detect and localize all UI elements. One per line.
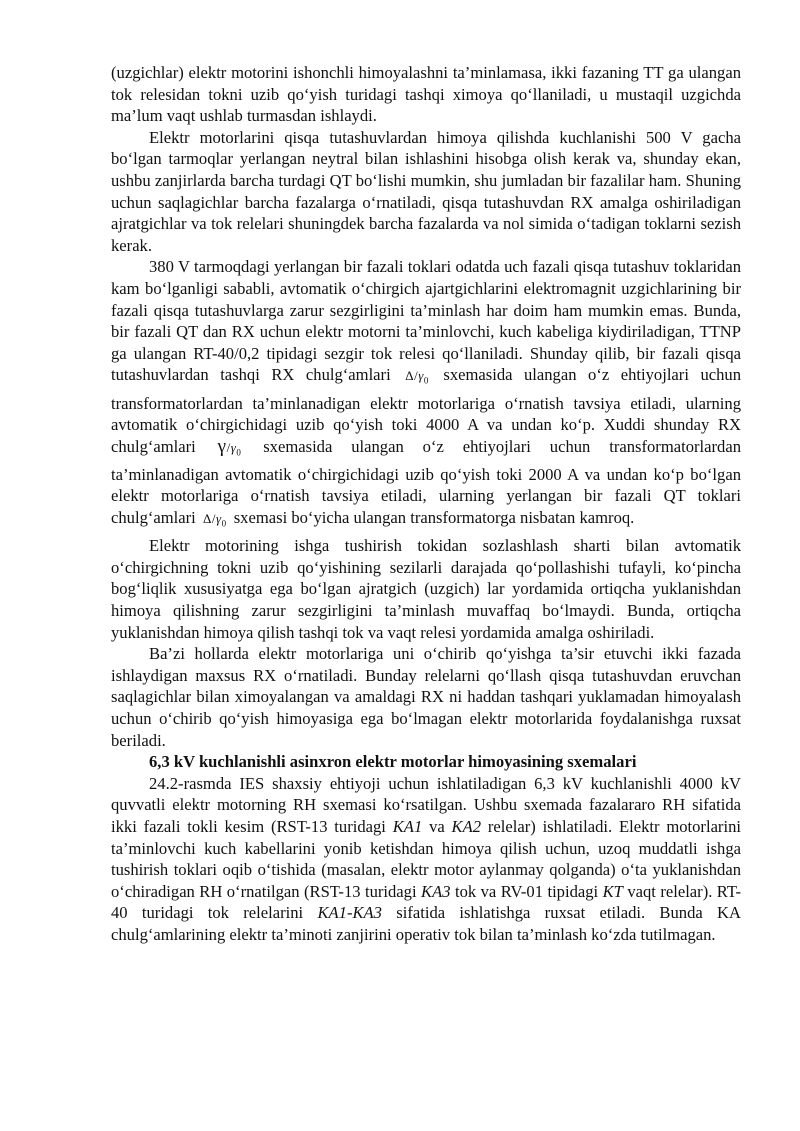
paragraph-4: Elektr motorining ishga tushirish tokidan sozlashlash sharti bilan avtomatik o‘chirgichning tokni uzib qo‘yishining sezilarli darajada qo‘pollashishi tufayli, ko‘pincha bog‘liqlik xususiyatga ega bo‘lgan ajratgich (uzgich) lar yordamida ortiqcha yuklanishdan himoya qilishning zarur sezgirligini ta’minlash muvaffaq bo‘lmaydi. Bunda, ortiqcha yuklanishdan himoya qilish tashqi tok va vaqt relesi yordamida amalga oshiriladi. <box>111 536 741 642</box>
delta-y0-symbol: $\Delta/\gamma_0$ <box>405 368 429 386</box>
paragraph-6: 24.2-rasmda IES shaxsiy ehtiyoji uchun ishlatiladigan 6,3 kV kuchlanishli 4000 kV quvvatli elektr motorning RH sxemasi ko‘rsatilgan. Ushbu sxemada fazalararo RH sifatida ikki fazali tokli kesim (RST-13 turidagi KA1 va KA2 relelar) ishlatiladi. Elektr motorlarini ta’minlovchi kuch kabellarini yonib ketishdan himoya qilish uchun, uzoq muddatli ishga tushirish toklari oqib o‘tishida (masalan, elektr motor aylanmay qolganda) o‘ta yuklanishdan o‘chiradigan RH o‘rnatilgan (RST-13 turidagi KA3 tok va RV-01 tipidagi KT vaqt relelar). RT-40 turidagi tok relelarini KA1-KA3 sifatida ishlatishga ruxsat etiladi. Bunda KA chulg‘amlarining elektr ta’minoti zanjirini operativ tok bilan ta’minlash ko‘zda tutilmagan. <box>111 773 742 944</box>
relay-ka2: KA2 <box>451 816 482 836</box>
delta-y0-symbol-2: $\Delta/\gamma_0$ <box>202 511 227 529</box>
paragraph-3-part-a: 380 V tarmoqdagi yerlangan bir fazali toklari odatda uch fazali qisqa tutashuv toklaridan kam bo‘lganligi sababli, avtomatik o‘chirgich ajartgichlarini elektromagnit uzgichlarining bir fazali qisqa tutashuvlarga zarur sezgirligini ta’minlash har doim ham mumkin emas. Bunda, bir fazali QT dan RX uchun elektr motorni ta’minlovchi, kuch kabeliga kiydiriladigan, TTNP ga ulangan RT-40/0,2 tipidagi sezgir tok relesi qo‘llaniladi. Shunday qilib, bir fazali qisqa tutashuvlardan tashqi RX chulg‘amlari <box>111 257 741 385</box>
paragraph-2: Elektr motorlarini qisqa tutashuvlardan himoya qilishda kuchlanishi 500 V gacha bo‘lgan tarmoqlar yerlangan neytral bilan ishlashini hisobga olish kerak va, shunday ekan, ushbu zanjirlarda barcha turdagi QT bo‘lishi mumkin, shu jumladan bir fazalilar ham. Shuning uchun saqlagichlar barcha fazalarga o‘rnatiladi, qisqa tutashuvdan RX amalga oshiriladigan ajratgichlar va tok relelari shuningdek barcha fazalarda va nol simida o‘tadigan toklarni sezish kerak. <box>111 127 741 255</box>
paragraph-3-part-d: sxemasi bo‘yicha ulangan transformatorga nisbatan kamroq. <box>233 508 635 528</box>
paragraph-3-part-b: sxemasida ulangan o‘z ehtiyojlari uchun transformatorlardan ta’minlanadigan elektr motorlariga o‘rnatish tavsiya etiladi, ularning avtomatik o‘chirgichidagi uzib qo‘yish toki 4000 A va undan ko‘p. Xuddi shunday RX chulg‘amlari <box>111 365 741 456</box>
y-y0-symbol: $\gamma/\gamma_0$ <box>217 435 242 458</box>
document-page <box>111 62 741 946</box>
relay-ka1: KA1 <box>392 816 423 836</box>
relay-ka3: KA3 <box>421 881 451 901</box>
paragraph-3-part-c: sxemasida ulangan o‘z ehtiyojlari uchun transformatorlardan ta’minlanadigan avtomatik o‘chirgichidagi uzib qo‘yish toki 2000 A va undan ko‘p bo‘lgan elektr motorlariga o‘rnatish tavsiya etiladi, ularning yerlangan bir fazali QT toklari chulg‘amlari <box>111 436 741 528</box>
relay-ka1-ka3: KA1-KA3 <box>317 903 382 923</box>
relay-kt: KT <box>602 881 623 901</box>
paragraph-3 <box>111 256 741 535</box>
paragraph-1: (uzgichlar) elektr motorini ishonchli himoyalashni ta’minlamasa, ikki fazaning TT ga ulangan tok relesidan tokni uzib qo‘yish turidagi tashqi ximoya qo‘llaniladi, u mustaqil uzgichda ma’lum vaqt ushlab turmasdan ishlaydi. <box>111 63 741 126</box>
paragraph-5: Ba’zi hollarda elektr motorlariga uni o‘chirib qo‘yishga ta’sir etuvchi ikki fazada ishlaydigan maxsus RX o‘rnatiladi. Bunday relelarni qo‘llash qisqa tutashuvdan eruvchan saqlagichlar bilan ximoyalangan va amaldagi RX ni haddan tashqari yuklamadan himoyalash uchun o‘chirib qo‘yish himoyasiga ega bo‘lmagan elektr motorlarida foydalanishga ruxsat beriladi. <box>111 644 741 750</box>
section-heading: 6,3 kV kuchlanishli asinxron elektr motorlar himoyasining sxemalari <box>149 752 637 772</box>
